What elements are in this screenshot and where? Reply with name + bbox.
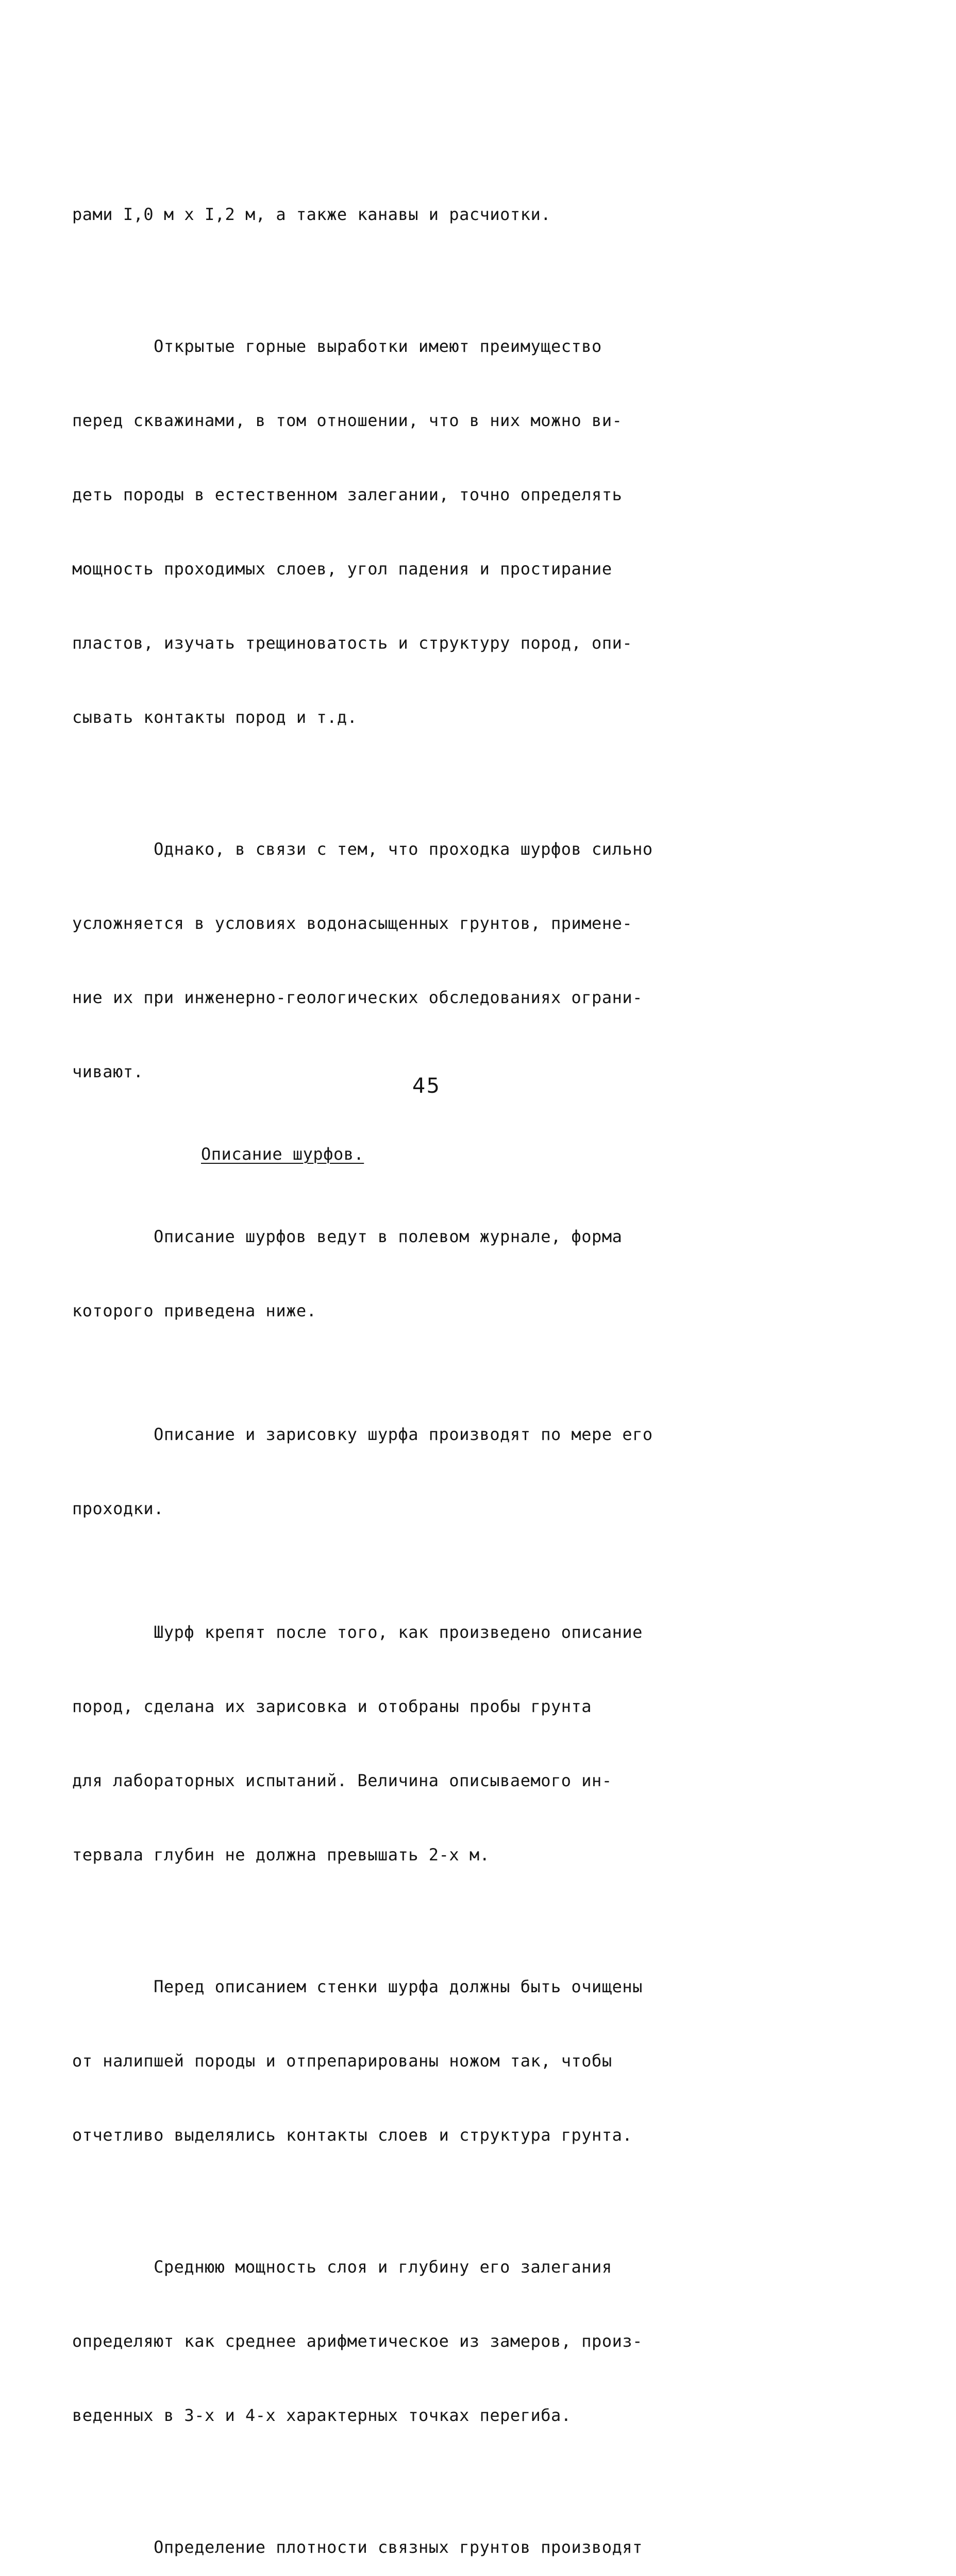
paragraph-5 <box>72 1372 660 1570</box>
text-line: сывать контакты пород и т.д. <box>72 707 358 727</box>
paragraph-4 <box>72 1175 660 1372</box>
paragraph-9 <box>72 2485 660 2576</box>
text-line: которого приведена ниже. <box>72 1301 317 1320</box>
text-line: рами I,0 м x I,2 м, а также канавы и расчиотки. <box>72 205 551 224</box>
paragraph-7 <box>72 1925 660 2197</box>
text-line: Открытые горные выработки имеют преимущество <box>72 336 602 356</box>
section-heading-text: Описание шурфов. <box>201 1144 364 1164</box>
text-line: от налипшей породы и отпрепарированы ножом так, чтобы <box>72 2051 612 2071</box>
text-line: Шурф крепят после того, как произведено описание <box>72 1622 643 1642</box>
text-line: ние их при инженерно-геологических обследованиях ограни- <box>72 988 643 1007</box>
text-line: Описание шурфов ведут в полевом журнале, форма <box>72 1227 623 1246</box>
text-line: перед скважинами, в том отношении, что в них можно ви- <box>72 411 623 430</box>
paragraph-8 <box>72 2205 660 2477</box>
text-line: тервала глубин не должна превышать 2-х м. <box>72 1845 490 1865</box>
text-line: пород, сделана их зарисовка и отобраны пробы грунта <box>72 1697 592 1716</box>
paragraph-2 <box>72 284 660 779</box>
text-line: Определение плотности связных грунтов производят <box>72 2537 643 2557</box>
text-line: усложняется в условиях водонасыщенных грунтов, примене- <box>72 913 633 933</box>
text-line: Однако, в связи с тем, что проходка шурфов сильно <box>72 839 653 859</box>
text-line: отчетливо выделялись контакты слоев и структура грунта. <box>72 2125 633 2145</box>
text-line: для лабораторных испытаний. Величина описываемого ин- <box>72 1771 612 1790</box>
text-line: мощность проходимых слоев, угол падения и простирание <box>72 559 612 579</box>
paragraph-1 <box>72 152 660 276</box>
section-heading <box>72 1142 660 1166</box>
body-text <box>72 152 660 2576</box>
text-line: Перед описанием стенки шурфа должны быть очищены <box>72 1977 643 1996</box>
paragraph-6 <box>72 1570 660 1917</box>
text-line: Среднюю мощность слоя и глубину его залегания <box>72 2257 612 2277</box>
text-line: чивают. <box>72 1062 144 1081</box>
text-line: проходки. <box>72 1499 164 1518</box>
page-number: 45 <box>412 1074 441 1098</box>
text-line: веденных в 3-х и 4-х характерных точках перегиба. <box>72 2405 572 2425</box>
text-line: Описание и зарисовку шурфа производят по мере его <box>72 1425 653 1444</box>
text-line: деть породы в естественном залегании, точно определять <box>72 485 623 504</box>
text-line: определяют как среднее арифметическое из замеров, произ- <box>72 2331 643 2351</box>
text-line: пластов, изучать трещиноватость и структуру пород, опи- <box>72 633 633 653</box>
